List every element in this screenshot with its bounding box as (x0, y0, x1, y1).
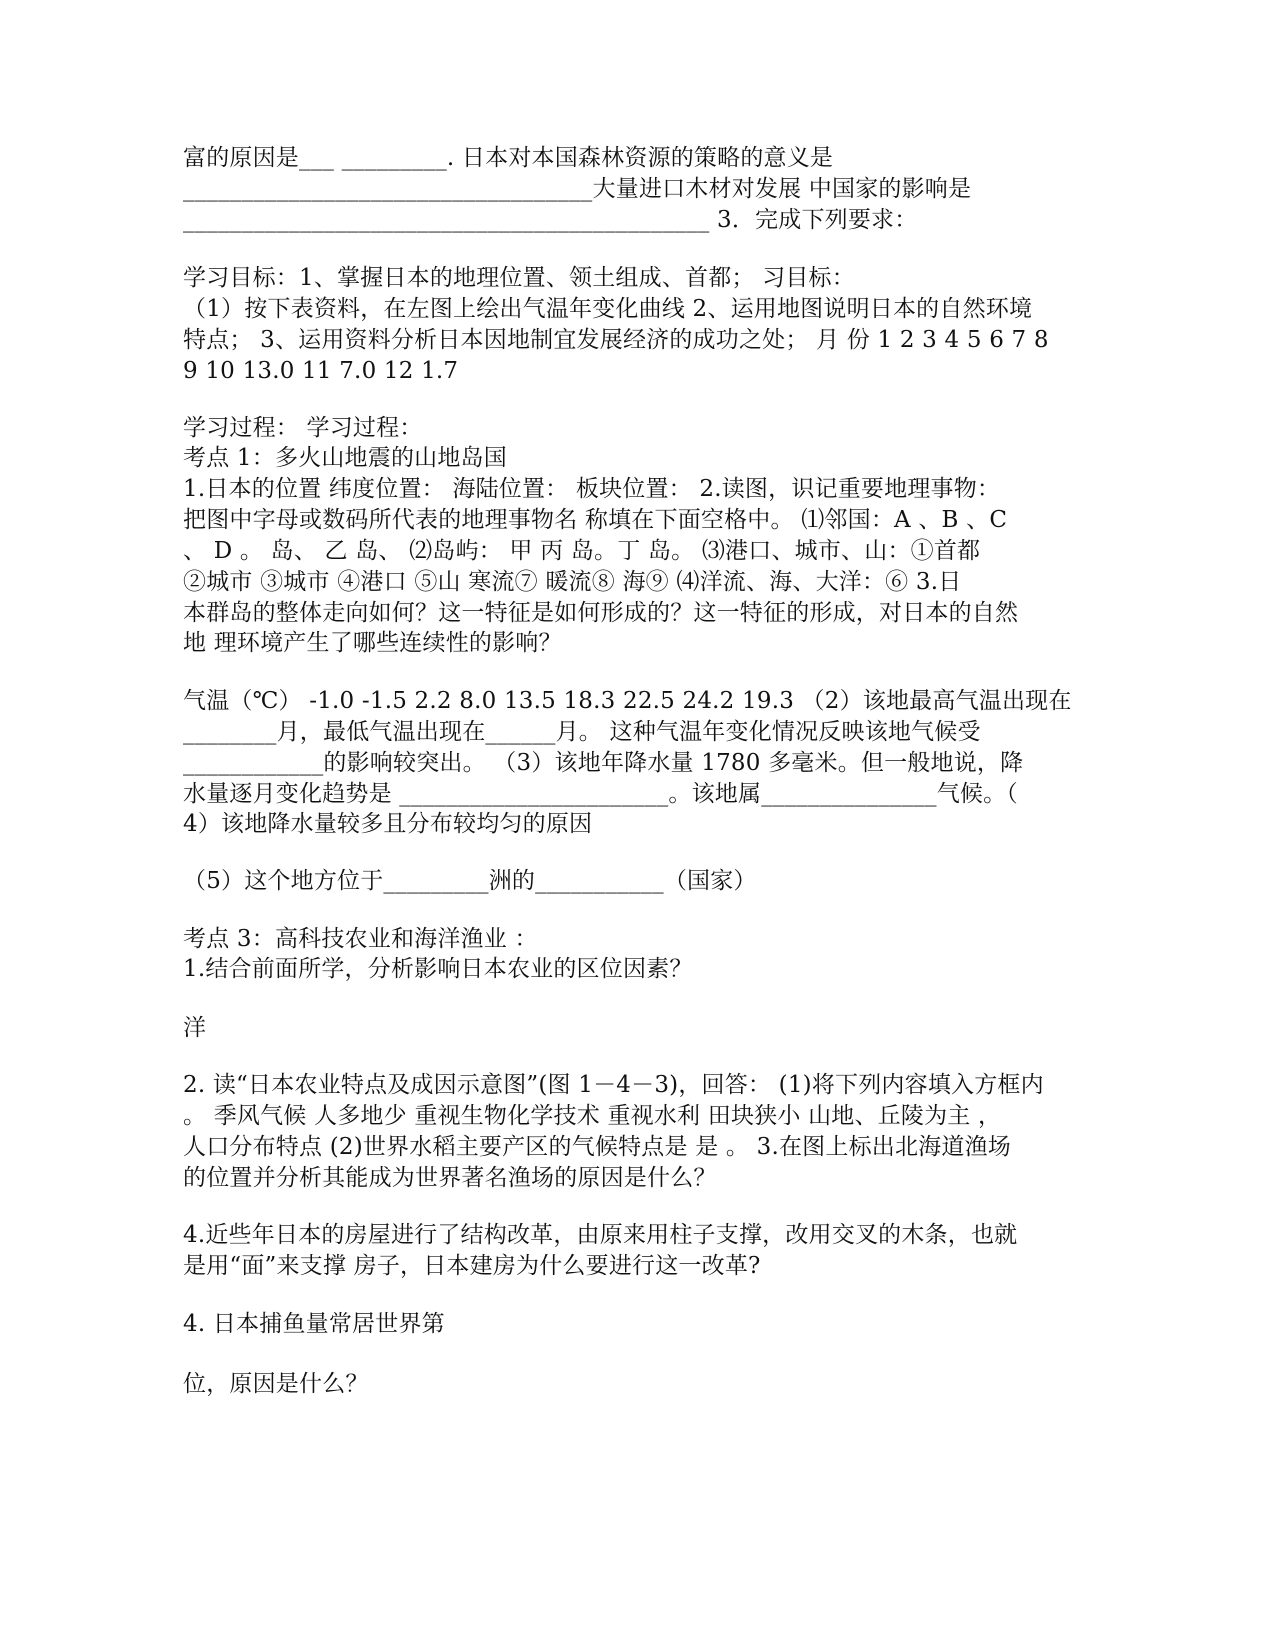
text-line: （5）这个地方位于_________洲的___________（国家） (183, 868, 757, 894)
text-line: 1.结合前面所学，分析影响日本农业的区位因素？ (183, 956, 693, 982)
text-line: 2. 读“日本农业特点及成因示意图”(图 1－4－3)，回答： (1)将下列内容填入方框内 (183, 1072, 1044, 1098)
text-line: 。 季风气候 人多地少 重视生物化学技术 重视水利 田块狭小 山地、丘陵为主 ， (183, 1103, 1002, 1129)
text-line: 学习目标：1、掌握日本的地理位置、领土组成、首都； 习目标： (183, 265, 855, 291)
text-line: （1）按下表资料，在左图上绘出气温年变化曲线 2、运用地图说明日本的自然环境 (183, 296, 1033, 322)
text-line: 把图中字母或数码所代表的地理事物名 称填在下面空格中。 ⑴邻国：A 、B 、C (183, 507, 1008, 533)
text-line: 位，原因是什么？ (183, 1371, 369, 1397)
text-line: 富的原因是___ _________. 日本对本国森林资源的策略的意义是 (183, 145, 834, 171)
text-line: 气温（℃） -1.0 -1.5 2.2 8.0 13.5 18.3 22.5 24.2 19.3 （2）该地最高气温出现在 (183, 688, 1072, 714)
text-line: 4.近些年日本的房屋进行了结构改革，由原来用柱子支撑，改用交叉的木条，也就 (183, 1222, 1018, 1248)
text-line: _____________________________________________ 3．完成下列要求： (183, 207, 918, 233)
text-line: 是用“面”来支撑 房子，日本建房为什么要进行这一改革? (183, 1253, 761, 1279)
text-line: ____________的影响较突出。 （3）该地年降水量 1780 多毫米。但一般地说，降 (183, 750, 1024, 776)
text-line: ________月，最低气温出现在______月。 这种气温年变化情况反映该地气候受 (183, 719, 981, 745)
text-line: ②城市 ③城市 ④港口 ⑤山 寒流⑦ 暖流⑧ 海⑨ ⑷洋流、海、大洋：⑥ 3.日 (183, 569, 962, 595)
text-line: 地 理环境产生了哪些连续性的影响？ (183, 630, 562, 656)
text-line: 4）该地降水量较多且分布较均匀的原因 (183, 811, 593, 837)
text-line: 学习过程： 学习过程： (183, 415, 423, 441)
text-line: 9 10 13.0 11 7.0 12 1.7 (183, 358, 459, 384)
text-line: ___________________________________大量进口木材对发展 中国家的影响是 (183, 176, 972, 202)
text-line: 水量逐月变化趋势是 _______________________。该地属_______________气候。（ (183, 781, 1019, 807)
text-line: 本群岛的整体走向如何？这一特征是如何形成的？这一特征的形成，对日本的自然 (183, 600, 1019, 626)
text-line: 、 D 。 岛、 乙 岛、 ⑵岛屿： 甲 丙 岛。丁 岛。 ⑶港口、城市、山：①首都 (183, 538, 981, 564)
text-line: 人口分布特点 (2)世界水稻主要产区的气候特点是 是 。 3.在图上标出北海道渔场 (183, 1134, 1011, 1160)
text-line: 1.日本的位置 纬度位置： 海陆位置： 板块位置： 2.读图，识记重要地理事物： (183, 476, 1001, 502)
text-line: 4. 日本捕鱼量常居世界第 (183, 1311, 445, 1337)
text-line: 考点 3：高科技农业和海洋渔业 ： (183, 926, 538, 952)
text-line: 洋 (183, 1015, 207, 1041)
text-line: 特点； 3、运用资料分析日本因地制宜发展经济的成功之处； 月 份 1 2 3 4 5 6 7 8 (183, 327, 1049, 353)
text-line: 考点 1：多火山地震的山地岛国 (183, 445, 507, 471)
text-line: 的位置并分析其能成为世界著名渔场的原因是什么？ (183, 1165, 717, 1191)
